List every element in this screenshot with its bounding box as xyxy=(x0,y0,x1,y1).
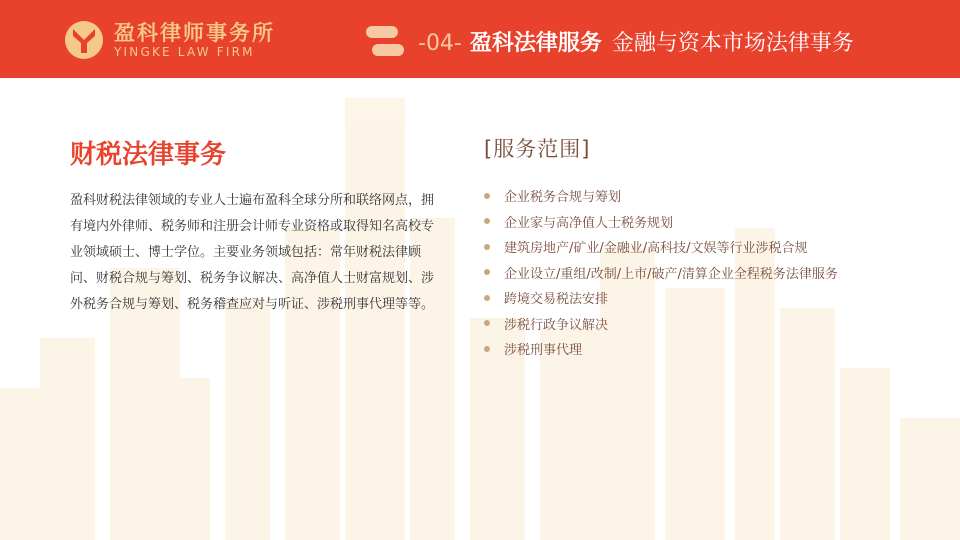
service-scope-heading: [服务范围] xyxy=(484,137,591,161)
bullet-dot-icon xyxy=(484,295,490,301)
section-name: 盈科法律服务 xyxy=(469,31,602,56)
service-item-label: 涉税行政争议解决 xyxy=(504,317,609,333)
section-subtitle: 金融与资本市场法律事务 xyxy=(611,31,854,56)
bullet-dot-icon xyxy=(484,218,490,224)
bullet-dot-icon xyxy=(484,269,490,275)
service-item xyxy=(484,311,838,337)
service-item xyxy=(484,183,838,209)
service-item-label: 企业税务合规与筹划 xyxy=(504,190,622,206)
service-item xyxy=(484,260,838,286)
service-list xyxy=(484,183,838,362)
service-item-label: 建筑房地产/矿业/金融业/高科技/文娱等行业涉税合规 xyxy=(504,241,808,257)
section-title xyxy=(418,26,854,57)
bullet-dot-icon xyxy=(484,346,490,352)
service-item-label: 企业设立/重组/改制/上市/破产/清算企业全程税务法律服务 xyxy=(504,266,838,282)
topic-description: 盈科财税法律领域的专业人士遍布盈科全球分所和联络网点，拥有境内外律师、税务师和注册会计师专业资格或取得知名高校专业领域硕士、博士学位。主要业务领域包括：常年财税法律顾问、财税合规与筹划、税务争议解决、高净值人士财富规划、涉外税务合规与筹划、税务稽查应对与听证、涉税刑事代理等等。 xyxy=(70,193,435,312)
firm-name-cn: 盈科律师事务所 xyxy=(114,21,275,45)
service-item xyxy=(484,209,838,235)
service-item xyxy=(484,234,838,260)
service-item xyxy=(484,285,838,311)
service-item-label: 企业家与高净值人士税务规划 xyxy=(504,215,674,231)
header-bar xyxy=(0,0,960,78)
bullet-dot-icon xyxy=(484,193,490,199)
topic-title: 财税法律事务 xyxy=(70,140,227,170)
service-item xyxy=(484,336,838,362)
firm-logo-icon xyxy=(64,20,104,60)
bullet-dot-icon xyxy=(484,320,490,326)
bullet-dot-icon xyxy=(484,244,490,250)
service-item-label: 跨境交易税法安排 xyxy=(504,292,609,308)
section-pill-icon xyxy=(366,24,404,60)
section-number: -04- xyxy=(418,31,462,56)
service-item-label: 涉税刑事代理 xyxy=(504,343,583,359)
firm-name-en: YINGKE LAW FIRM xyxy=(114,45,255,59)
